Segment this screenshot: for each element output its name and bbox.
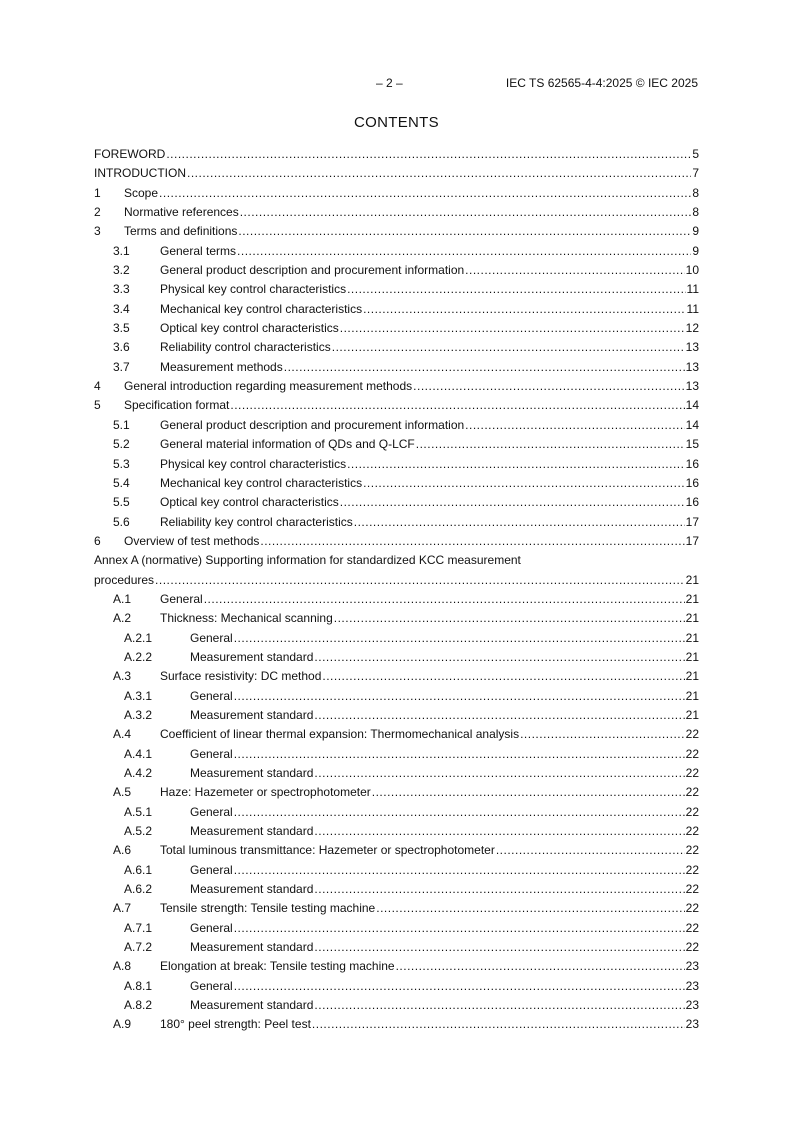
toc-entry-title: Physical key control characteristics — [160, 456, 347, 471]
toc-entry-number: 5.2 — [113, 437, 130, 452]
toc-entry[interactable] — [94, 435, 699, 454]
toc-entry[interactable] — [94, 822, 699, 841]
toc-entry-number: 6 — [94, 533, 101, 548]
toc-entry-page: 22 — [685, 785, 699, 800]
toc-entry-title: Measurement standard — [190, 707, 314, 722]
toc-entry-number: 3.7 — [113, 359, 130, 374]
toc-entry[interactable] — [94, 803, 699, 822]
toc-entry-page: 21 — [685, 591, 699, 606]
toc-entry-line — [113, 435, 699, 454]
dot-leader — [496, 841, 685, 860]
toc-entry-title: Mechanical key control characteristics — [160, 301, 363, 316]
toc-entry-number: A.8 — [113, 959, 132, 974]
toc-entry[interactable] — [94, 551, 699, 590]
toc-entry-page: 22 — [685, 882, 699, 897]
toc-entry-line — [113, 416, 699, 435]
toc-entry-title: General — [190, 978, 233, 993]
toc-entry-number: A.4 — [113, 727, 132, 742]
toc-entry-number: 5.4 — [113, 475, 130, 490]
toc-entry-number: 3.3 — [113, 282, 130, 297]
toc-entry-page: 10 — [685, 263, 699, 278]
toc-entry-title: Haze: Hazemeter or spectrophotometer — [160, 785, 371, 800]
toc-entry-page: 23 — [685, 959, 699, 974]
toc-entry-title: Coefficient of linear thermal expansion: Thermomechanical analysis — [160, 727, 520, 742]
toc-entry-page: 16 — [685, 475, 699, 490]
toc-entry-title: Elongation at break: Tensile testing machine — [160, 959, 395, 974]
dot-leader — [314, 938, 684, 957]
toc-entry-title: General material information of QDs and Q-LCF — [160, 437, 415, 452]
toc-entry[interactable] — [94, 667, 699, 686]
toc-entry-title: FOREWORD — [94, 147, 166, 161]
dot-leader — [340, 493, 685, 512]
toc-entry-line — [113, 474, 699, 493]
dot-leader — [314, 996, 684, 1015]
toc-entry[interactable] — [94, 996, 699, 1015]
dot-leader — [234, 803, 685, 822]
dot-leader — [284, 358, 685, 377]
toc-entry-page: 22 — [685, 766, 699, 780]
toc-entry-page: 23 — [685, 978, 699, 993]
toc-entry-number: A.7.2 — [124, 940, 153, 955]
toc-entry-line — [113, 319, 699, 338]
toc-entry-line — [113, 261, 699, 280]
toc-entry-page: 22 — [685, 824, 699, 839]
toc-entry-title: Measurement standard — [190, 998, 314, 1013]
dot-leader — [314, 706, 684, 725]
toc-entry-title: General — [190, 688, 233, 703]
toc-entry[interactable] — [94, 358, 699, 377]
toc-entry-line — [124, 648, 699, 667]
toc-entry[interactable] — [94, 493, 699, 512]
toc-entry[interactable] — [94, 338, 699, 357]
dot-leader — [332, 338, 685, 357]
toc-entry-title: Measurement standard — [190, 766, 314, 780]
toc-entry-line — [94, 377, 699, 396]
toc-entry-line — [113, 590, 699, 609]
page-header — [0, 76, 793, 92]
dot-leader — [312, 1015, 685, 1034]
toc-entry-line — [113, 300, 699, 319]
toc-entry-number: A.6 — [113, 843, 132, 858]
toc-entry-page: 13 — [685, 340, 699, 355]
toc-entry-line — [94, 222, 699, 241]
toc-entry-line — [113, 358, 699, 377]
toc-entry[interactable] — [94, 938, 699, 957]
toc-entry-line — [113, 242, 699, 261]
dot-leader — [363, 474, 685, 493]
toc-entry[interactable] — [94, 203, 699, 222]
toc-entry-page: 22 — [685, 940, 699, 955]
toc-entry-line — [94, 532, 699, 551]
toc-entry-line — [124, 822, 699, 841]
toc-entry-title: Measurement methods — [160, 359, 283, 374]
toc-entry-page: 21 — [685, 688, 699, 703]
dot-leader — [240, 203, 692, 222]
dot-leader — [347, 455, 685, 474]
toc-entry[interactable] — [94, 957, 699, 976]
toc-entry-line — [124, 764, 699, 783]
toc-entry-page: 13 — [685, 379, 699, 394]
toc-entry[interactable] — [94, 532, 699, 551]
dot-leader — [340, 319, 685, 338]
toc-entry-title: Specification format — [124, 398, 230, 413]
toc-entry-number: 3.6 — [113, 340, 130, 355]
dot-leader — [260, 532, 684, 551]
toc-entry-title: Scope — [124, 185, 159, 200]
toc-entry[interactable] — [94, 145, 699, 164]
toc-entry[interactable] — [94, 609, 699, 628]
toc-entry-line — [113, 280, 699, 299]
dot-leader — [354, 513, 685, 532]
toc-entry-page: 13 — [685, 359, 699, 374]
toc-entry[interactable] — [94, 455, 699, 474]
toc-entry-line — [124, 919, 699, 938]
toc-entry[interactable] — [94, 377, 699, 396]
toc-entry-title: Overview of test methods — [124, 533, 260, 548]
toc-entry-line — [113, 957, 699, 976]
toc-entry[interactable] — [94, 184, 699, 203]
toc-entry-page: 16 — [685, 495, 699, 510]
toc-entry[interactable] — [94, 745, 699, 764]
toc-entry-line — [113, 667, 699, 686]
toc-entry-line — [113, 513, 699, 532]
toc-entry-line — [124, 977, 699, 996]
toc-entry[interactable] — [94, 706, 699, 725]
toc-entry-page: 14 — [685, 398, 699, 413]
toc-entry-line — [124, 880, 699, 899]
toc-entry-number: 5.3 — [113, 456, 130, 471]
toc-entry[interactable] — [94, 416, 699, 435]
toc-entry-number: 3.1 — [113, 243, 130, 258]
toc-entry-title: Reliability control characteristics — [160, 340, 331, 355]
toc-entry-title: INTRODUCTION — [94, 166, 186, 181]
toc-entry-number: A.2.2 — [124, 649, 153, 664]
toc-entry-number: 1 — [94, 185, 101, 200]
toc-entry-page: 17 — [685, 533, 699, 548]
dot-leader — [187, 164, 691, 183]
dot-leader — [155, 571, 685, 590]
dot-leader — [314, 648, 684, 667]
toc-entry-page: 21 — [685, 630, 699, 645]
toc-entry-line — [113, 899, 699, 918]
toc-entry-line — [113, 783, 699, 802]
toc-entry-number: A.1 — [113, 591, 132, 606]
toc-entry-title: Optical key control characteristics — [160, 321, 339, 336]
toc-entry-line — [94, 184, 699, 203]
toc-entry-title: Optical key control characteristics — [160, 495, 339, 510]
toc-entry[interactable] — [94, 319, 699, 338]
toc-entry[interactable] — [94, 919, 699, 938]
toc-entry-page: 16 — [685, 456, 699, 471]
dot-leader — [234, 629, 685, 648]
toc-entry-page: 22 — [685, 727, 699, 742]
toc-entry-title: Total luminous transmittance: Hazemeter or spectrophotometer — [160, 843, 495, 858]
toc-entry-number: 5 — [94, 398, 101, 413]
document-id: IEC TS 62565-4-4:2025 © IEC 2025 — [505, 76, 698, 90]
toc-entry-title: Reliability key control characteristics — [160, 514, 353, 529]
toc-entry[interactable] — [94, 783, 699, 802]
toc-entry-title: Measurement standard — [190, 882, 314, 897]
dot-leader — [334, 609, 685, 628]
dot-leader — [363, 300, 685, 319]
toc-entry-title: General — [190, 862, 233, 877]
toc-entry-number: A.8.2 — [124, 998, 153, 1013]
toc-entry[interactable] — [94, 841, 699, 860]
toc-entry-number: 5.1 — [113, 417, 130, 432]
dot-leader — [376, 899, 684, 918]
toc-entry-title: procedures — [94, 572, 155, 587]
toc-entry-number: 3 — [94, 224, 101, 239]
toc-entry[interactable] — [94, 590, 699, 609]
table-of-contents — [94, 145, 699, 1035]
toc-entry-number: A.5.1 — [124, 804, 153, 819]
toc-entry-line — [113, 609, 699, 628]
toc-entry-line — [124, 803, 699, 822]
toc-entry-number: 2 — [94, 205, 101, 220]
page-title: CONTENTS — [354, 114, 439, 131]
toc-entry-page: 17 — [685, 514, 699, 529]
toc-entry[interactable] — [94, 242, 699, 261]
toc-entry-page: 8 — [692, 205, 699, 220]
dot-leader — [322, 667, 684, 686]
dot-leader — [314, 764, 684, 783]
toc-entry-number: A.9 — [113, 1017, 132, 1032]
toc-entry-page: 7 — [692, 166, 699, 181]
toc-entry[interactable] — [94, 977, 699, 996]
dot-leader — [234, 745, 685, 764]
toc-entry-number: A.7 — [113, 901, 132, 916]
toc-entry[interactable] — [94, 261, 699, 280]
toc-entry-line — [113, 1015, 699, 1034]
toc-entry-number: A.4.1 — [124, 746, 153, 761]
toc-entry-page: 22 — [685, 862, 699, 877]
toc-entry-page: 14 — [685, 417, 699, 432]
toc-entry-line — [113, 455, 699, 474]
dot-leader — [237, 242, 691, 261]
toc-entry[interactable] — [94, 222, 699, 241]
dot-leader — [416, 435, 685, 454]
toc-entry-title: Thickness: Mechanical scanning — [160, 611, 333, 626]
toc-entry[interactable] — [94, 648, 699, 667]
dot-leader — [166, 145, 691, 164]
toc-entry-number: A.2.1 — [124, 630, 153, 645]
toc-entry-title: Tensile strength: Tensile testing machine — [160, 901, 376, 916]
toc-entry-number: A.3 — [113, 669, 132, 684]
toc-entry[interactable] — [94, 513, 699, 532]
dot-leader — [413, 377, 684, 396]
toc-entry-line — [124, 996, 699, 1015]
toc-entry-title: General — [190, 920, 233, 935]
toc-entry[interactable] — [94, 280, 699, 299]
toc-entry-title: General — [190, 746, 233, 761]
toc-entry-page: 11 — [686, 301, 699, 316]
toc-entry-page: 9 — [692, 243, 699, 258]
toc-entry-title: General — [160, 591, 203, 606]
dot-leader — [230, 396, 684, 415]
dot-leader — [234, 977, 685, 996]
toc-entry-number: 5.6 — [113, 514, 130, 529]
toc-entry-page: 21 — [685, 707, 699, 722]
toc-entry-title: General — [190, 804, 233, 819]
toc-entry-line — [124, 687, 699, 706]
dot-leader — [234, 687, 685, 706]
toc-entry-number: 5.5 — [113, 495, 130, 510]
toc-entry-title: Normative references — [124, 205, 239, 220]
toc-entry[interactable] — [94, 725, 699, 744]
dot-leader — [465, 416, 684, 435]
toc-entry-line — [113, 493, 699, 512]
toc-entry-line — [94, 145, 699, 164]
toc-entry-page: 21 — [685, 669, 699, 684]
toc-entry-page: 22 — [685, 804, 699, 819]
toc-entry-number: A.4.2 — [124, 766, 153, 780]
toc-entry-number: 3.2 — [113, 263, 130, 278]
toc-entry-line — [113, 841, 699, 860]
toc-entry-page: 8 — [692, 185, 699, 200]
toc-entry[interactable] — [94, 396, 699, 415]
toc-entry-number: A.3.1 — [124, 688, 153, 703]
toc-entry-line — [124, 861, 699, 880]
toc-entry[interactable] — [94, 861, 699, 880]
toc-entry-title: Measurement standard — [190, 940, 314, 955]
toc-entry-title: Terms and definitions — [124, 224, 238, 239]
toc-entry-line — [124, 938, 699, 957]
dot-leader — [396, 957, 685, 976]
toc-entry-page: 23 — [685, 1017, 699, 1032]
toc-entry[interactable] — [94, 764, 699, 783]
toc-entry-page: 21 — [685, 611, 699, 626]
toc-entry[interactable] — [94, 687, 699, 706]
toc-entry[interactable] — [94, 629, 699, 648]
toc-entry-page: 23 — [685, 998, 699, 1013]
toc-entry-title: Measurement standard — [190, 649, 314, 664]
toc-entry[interactable] — [94, 1015, 699, 1034]
toc-entry-title: Measurement standard — [190, 824, 314, 839]
toc-entry[interactable] — [94, 474, 699, 493]
toc-entry-page: 22 — [685, 843, 699, 858]
dot-leader — [234, 919, 685, 938]
page-number: – 2 – — [376, 76, 403, 90]
dot-leader — [347, 280, 685, 299]
toc-entry-title: Surface resistivity: DC method — [160, 669, 322, 684]
toc-entry-page: 9 — [692, 224, 699, 239]
toc-entry-line — [124, 745, 699, 764]
dot-leader — [204, 590, 685, 609]
dot-leader — [520, 725, 685, 744]
toc-entry-number: A.3.2 — [124, 707, 153, 722]
toc-entry-line — [124, 706, 699, 725]
toc-entry[interactable] — [94, 880, 699, 899]
toc-entry-line — [94, 203, 699, 222]
toc-entry[interactable] — [94, 164, 699, 183]
toc-entry-number: 3.4 — [113, 301, 130, 316]
toc-entry-page: 22 — [685, 901, 699, 916]
toc-entry-number: A.2 — [113, 611, 132, 626]
toc-entry-page: 5 — [692, 147, 699, 161]
toc-entry-title: Mechanical key control characteristics — [160, 475, 363, 490]
toc-entry-page: 21 — [685, 649, 699, 664]
toc-entry-line — [113, 338, 699, 357]
toc-entry-number: A.6.2 — [124, 882, 153, 897]
dot-leader — [314, 822, 684, 841]
toc-entry-title: General — [190, 630, 233, 645]
dot-leader — [159, 184, 691, 203]
toc-entry-line — [113, 725, 699, 744]
toc-entry[interactable] — [94, 899, 699, 918]
toc-entry-number: A.5.2 — [124, 824, 153, 839]
toc-entry-line — [94, 396, 699, 415]
toc-entry-number: 4 — [94, 379, 101, 394]
dot-leader — [465, 261, 684, 280]
toc-entry[interactable] — [94, 300, 699, 319]
toc-entry-title: General introduction regarding measurement methods — [124, 379, 413, 394]
toc-entry-line — [94, 571, 699, 590]
toc-entry-title: Annex A (normative) Supporting information for standardized KCC measurement — [94, 553, 521, 568]
toc-entry-title: General product description and procurement information — [160, 263, 465, 278]
dot-leader — [234, 861, 685, 880]
toc-entry-page: 12 — [685, 321, 699, 336]
toc-entry-number: 3.5 — [113, 321, 130, 336]
toc-entry-line — [124, 629, 699, 648]
toc-entry-line — [94, 164, 699, 183]
toc-entry-page: 21 — [685, 572, 699, 587]
toc-entry-title: 180° peel strength: Peel test — [160, 1017, 311, 1032]
toc-entry-page: 11 — [686, 282, 699, 297]
dot-leader — [238, 222, 691, 241]
toc-entry-title: Physical key control characteristics — [160, 282, 347, 297]
toc-entry-number: A.7.1 — [124, 920, 153, 935]
toc-entry-title: General terms — [160, 243, 237, 258]
toc-entry-page: 22 — [685, 920, 699, 935]
toc-entry-number: A.8.1 — [124, 978, 153, 993]
toc-entry-page: 22 — [685, 746, 699, 761]
dot-leader — [314, 880, 684, 899]
toc-entry-page: 15 — [685, 437, 699, 452]
dot-leader — [372, 783, 685, 802]
toc-entry-number: A.6.1 — [124, 862, 153, 877]
toc-entry-title: General product description and procurement information — [160, 417, 465, 432]
toc-entry-number: A.5 — [113, 785, 132, 800]
